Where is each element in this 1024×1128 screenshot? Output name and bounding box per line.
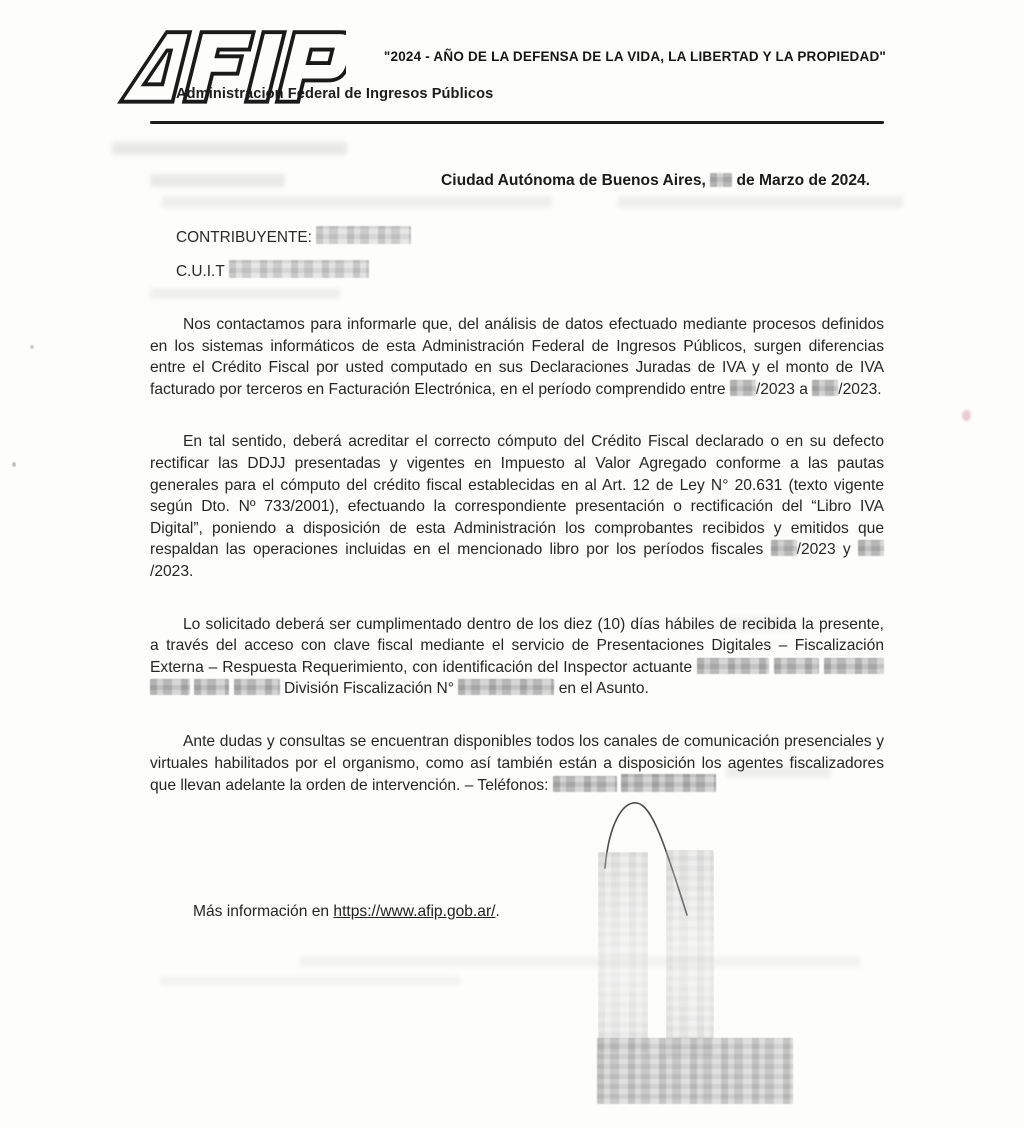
- paragraph-1: [150, 314, 884, 400]
- paragraph-3-text: Lo solicitado deberá ser cumplimentado dentro de los diez (10) días hábiles de recibida la presente, a través del acceso con clave fiscal mediante el servicio de Presentaciones Digitales – Fiscalización Externa – Respuesta Requerimiento, con identificación del Inspector actuante: [150, 615, 884, 676]
- afip-url-link[interactable]: https://www.afip.gob.ar/: [333, 903, 496, 920]
- paragraph-1-text: /2023.: [838, 380, 882, 398]
- scan-bleed-mark: [300, 956, 860, 967]
- redacted-period-start: [730, 380, 756, 396]
- scan-bleed-mark: [618, 196, 903, 208]
- scan-speck: [30, 345, 34, 349]
- scan-speck: [962, 410, 971, 421]
- redacted-phone-2: [621, 774, 716, 792]
- cuit-row: [176, 260, 411, 281]
- scan-bleed-mark: [160, 976, 460, 986]
- paragraph-4-text: Ante dudas y consultas se encuentran disponibles todos los canales de comunicación presenciales y virtuales habilitados por el organismo, como así también están a disposición los agentes fiscalizadores que llevan adelante la orden de intervención. – Teléfonos:: [150, 732, 884, 795]
- redacted-inspector-name: [150, 679, 190, 695]
- more-info-text: Más información en: [193, 903, 334, 920]
- paragraph-2-text: En tal sentido, deberá acreditar el correcto cómputo del Crédito Fiscal declarado o en su defecto rectificar las DDJJ presentadas y vigentes en Impuesto al Valor Agregado conforme a las pautas generales para el cómputo del crédito fiscal establecidas en al Art. 12 de Ley N° 20.631 (texto vigente según Dto. Nº 733/2001), efectuando la correspondiente presentación o rectificación del “Libro IVA Digital”, poniendo a disposición de esta Administración los comprobantes recibidos y emitidos que respaldan las operaciones incluidas en el mencionado libro por los períodos fiscales: [150, 433, 884, 559]
- cuit-label: C.U.I.T: [176, 263, 229, 280]
- date-city: Ciudad Autónoma de Buenos Aires,: [441, 172, 711, 189]
- scan-speck: [12, 462, 16, 467]
- redacted-cuit-number: [229, 260, 369, 278]
- date-line: [150, 172, 884, 190]
- redacted-day: [710, 173, 732, 187]
- org-name: Administración Federal de Ingresos Públicos: [176, 86, 494, 102]
- more-info-line: [193, 903, 500, 921]
- paragraph-1-text: Nos contactamos para informarle que, del análisis de datos efectuado mediante procesos definidos en los sistemas informáticos de esta Administración Federal de Ingresos Públicos, surgen diferencias entre el Crédito Fiscal por usted computado en sus Declaraciones Juradas de IVA y el monto de IVA facturado por terceros en Facturación Electrónica, en el período comprendido entre: [150, 316, 884, 398]
- redacted-fiscal-period-1: [771, 540, 797, 556]
- paragraph-2: [150, 431, 884, 582]
- blurred-signer-name-block: [597, 1038, 793, 1104]
- redacted-inspector-name: [824, 658, 884, 674]
- paragraph-1-text: /2023 a: [755, 380, 813, 398]
- paragraph-3-text: División Fiscalización N°: [279, 680, 459, 698]
- paragraph-4: [150, 731, 884, 797]
- scan-bleed-mark: [112, 142, 347, 155]
- redacted-contribuyente-name: [316, 226, 411, 244]
- redacted-inspector-name: [234, 679, 280, 695]
- paragraph-3-text: en el Asunto.: [554, 680, 649, 698]
- paragraph-2-text: /2023.: [150, 562, 194, 580]
- header-motto: "2024 - AÑO DE LA DEFENSA DE LA VIDA, LA LIBERTAD Y LA PROPIEDAD": [383, 49, 886, 64]
- contribuyente-row: [176, 226, 411, 247]
- header-rule: [150, 121, 884, 124]
- redacted-inspector-name: [774, 658, 819, 674]
- recipient-block: [176, 226, 411, 294]
- scan-bleed-mark: [162, 196, 552, 208]
- redacted-inspector-name: [697, 658, 769, 674]
- redacted-division-number: [458, 679, 554, 695]
- date-month-year: de Marzo de 2024.: [736, 172, 870, 189]
- paragraph-3: [150, 614, 884, 700]
- more-info-period: .: [495, 903, 500, 920]
- blurred-signature-stroke: [598, 852, 648, 1052]
- redacted-inspector-name: [194, 679, 229, 695]
- redacted-phone-1: [553, 776, 617, 792]
- blurred-signature-stroke: [666, 850, 714, 1056]
- redacted-period-end: [812, 380, 838, 396]
- paragraph-2-text: /2023 y: [796, 541, 859, 559]
- redacted-fiscal-period-2: [858, 540, 884, 556]
- letter-body: [150, 314, 884, 797]
- contribuyente-label: CONTRIBUYENTE:: [176, 229, 317, 246]
